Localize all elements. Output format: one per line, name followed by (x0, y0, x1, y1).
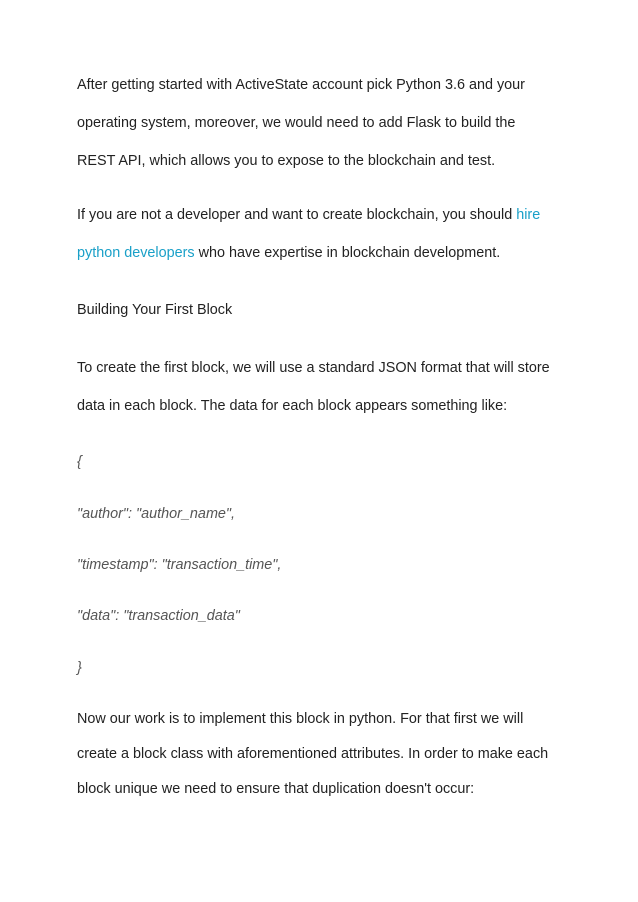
paragraph-activestate-line-2: operating system, moreover, we would need to add Flask to build the (77, 115, 516, 131)
code-author-line: "author": "author_name", (77, 506, 236, 522)
paragraph-activestate-line-3: REST API, which allows you to expose to the blockchain and test. (77, 153, 496, 169)
section-heading: Building Your First Block (77, 302, 233, 318)
hire-python-developers-link-part1[interactable]: hire (516, 207, 541, 223)
paragraph-hire-line-2 (77, 244, 500, 262)
paragraph-implement-line-3: block unique we need to ensure that duplication doesn't occur: (77, 781, 475, 797)
paragraph-json-line-1: To create the first block, we will use a standard JSON format that will store (77, 360, 550, 376)
paragraph-hire-text: If you are not a developer and want to create blockchain, you should (77, 207, 517, 223)
hire-python-developers-link-part2[interactable]: python developers (77, 245, 195, 261)
paragraph-json-line-2: data in each block. The data for each block appears something like: (77, 398, 508, 414)
code-close-brace: } (77, 660, 82, 676)
paragraph-hire-text-end: who have expertise in blockchain development. (194, 245, 501, 261)
code-open-brace: { (77, 454, 82, 470)
paragraph-activestate-line-1: After getting started with ActiveState account pick Python 3.6 and your (77, 77, 525, 93)
paragraph-implement-line-1: Now our work is to implement this block in python. For that first we will (77, 711, 524, 727)
paragraph-hire-line-1 (77, 206, 540, 224)
paragraph-implement-line-2: create a block class with aforementioned attributes. In order to make each (77, 746, 549, 762)
code-data-line: "data": "transaction_data" (77, 608, 240, 624)
code-timestamp-line: "timestamp": "transaction_time", (77, 557, 282, 573)
